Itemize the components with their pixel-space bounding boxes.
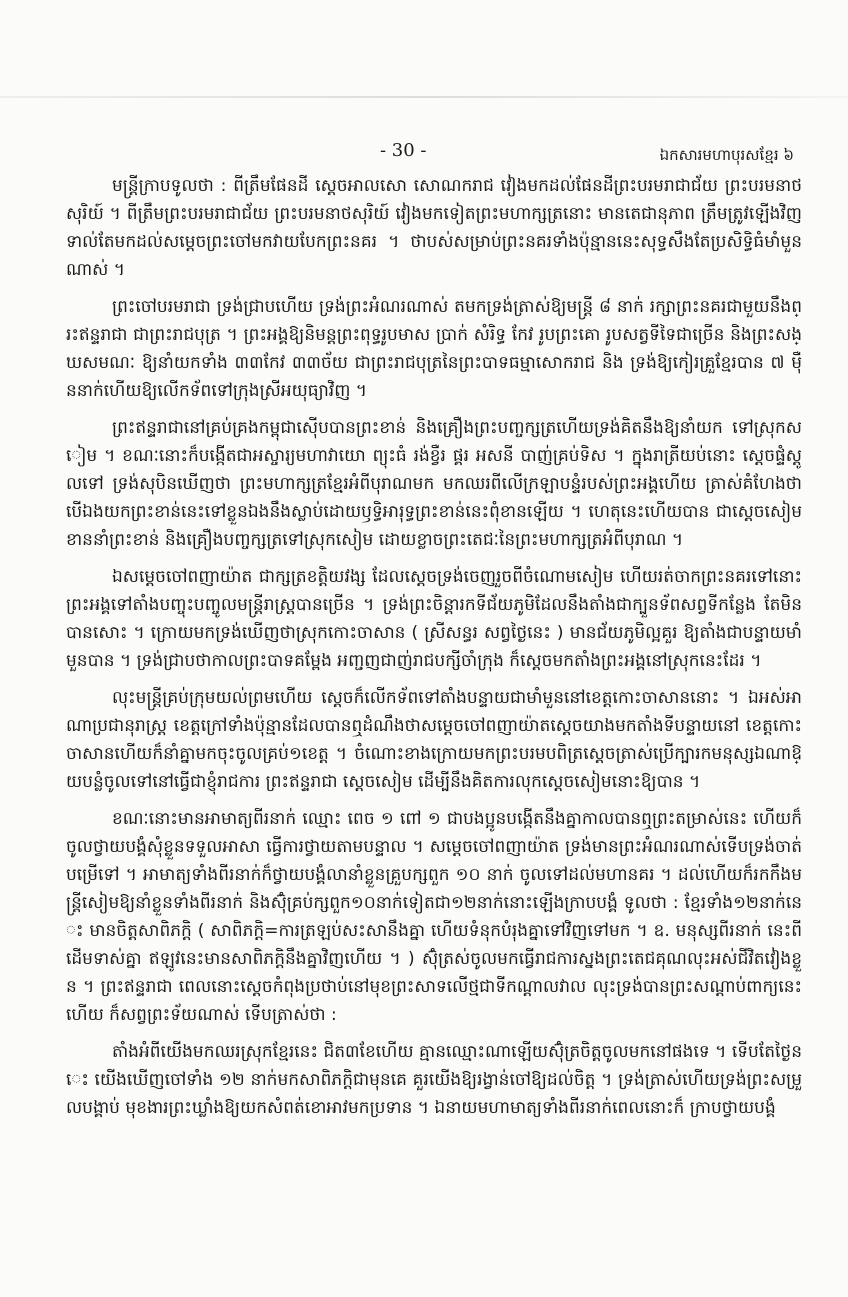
paragraph: ព្រះចៅបរមរាជា ទ្រង់ជ្រាបហើយ ទ្រង់ព្រះអំណរណាស់ តមកទ្រង់ត្រាស់ឱ្យមន្ត្រី ៨ នាក់ រក្សាព្រះនគរជាមួយនឹងព្រះឥន្ទរាជា ជាព្រះរាជបុត្រ ។ ព្រះអង្គឱ្យនិមន្តព្រះពុទ្ធរូបមាស ប្រាក់ សំរិទ្ធ កែវ រូបព្រះគោ រូបសត្វទីទៃជាច្រើន និងព្រះសង្ឃសមណៈ ឱ្យនាំយកទាំង ៣៣កែវ ៣៣ច័យ ជាព្រះរាជបុត្រនៃព្រះបាទធម្មាសោករាជ និង ទ្រង់ឱ្យកៀរគ្រួខ្មែរបាន ៧ ម៉ឺននាក់ហើយឱ្យលើកទ័ពទៅក្រុងស្រីអយុធ្យាវិញ ។ (66, 297, 802, 401)
paragraph: មន្ត្រីក្រាបទូលថា : ពីត្រឹមផែនដី ស្តេចអាលសោ សោណករាជ វៀងមកដល់ផែនដីព្រះបរមរាជាជ័យ ព្រះបរមនាថសុរិយ៍ ។ ពីត្រឹមព្រះបរមរាជាជ័យ ព្រះបរមនាថសុរិយ៍ វៀងមកទៀតព្រះមហាក្សត្រនោះ មានតេជានុភាព ត្រឹមត្រូវឡើងវិញ ទាល់តែមកដល់សម្តេចព្រះចៅមកវាយបែកព្រះនគរ ។ ថាបស់សម្រាប់ព្រះនគរទាំងប៉ុន្មាននេះសុទ្ធសឹងតែប្រសិទ្ធិធំមាំមួនណាស់ ។ (66, 176, 802, 280)
page-number: - 30 - (380, 140, 427, 161)
paragraph: តាំងអំពីយើងមកឈរស្រុកខ្មែរនេះ ជិត៣ខែហើយ គ្មានឈ្មោះណាឡើយស៊ុំត្រចិត្តចូលមកនៅផងទេ ។ ទើបតែថ្ងៃនេះ យើងឃើញចៅទាំង ១២ នាក់មកសាពិភក្តិជាមុនគេ គួរយើងឱ្យរង្វាន់ចៅឱ្យដល់ចិត្ត ។ ទ្រង់ត្រាស់ហើយទ្រង់ព្រះសម្រួលបង្គាប់ មុខងារព្រះឃ្លាំងឱ្យយកសំពត់ខោអាវមកប្រទាន ។ ឯនាយមហាមាត្យទាំងពីរនាក់ពេលនោះក៏ ក្រាបថ្វាយបង្គំ (66, 1042, 802, 1118)
paragraph: លុះមន្ត្រីគ្រប់ក្រុមយល់ព្រមហើយ ស្តេចក៏លើកទ័ពទៅតាំងបន្ទាយជាមាំមួននៅខេត្តកោះចាសាននោះ ។ ឯអស់អាណាប្រជានុរាស្ត្រ ខេត្តក្រៅទាំងប៉ុន្មានដែលបានឮដំណឹងថាសម្តេចចៅពញាយ៉ាតស្តេចយាងមកតាំងទីបន្ទាយនៅ ខេត្តកោះចាសានហើយក៏នាំគ្នាមកចុះចូលគ្រប់១ខេត្ត ។ ចំណោះខាងក្រោយមកព្រះបរមបពិត្រស្តេចត្រាស់ប្រើក្បារកមនុស្សឯណាឱ្យបន្លំចូលទៅនៅធ្វើជាខ្ញុំរាជការ ព្រះឥន្ទរាជា ស្តេចសៀម ដើម្បីនឹងគិតការលុកស្តេចសៀមនោះឱ្យបាន ។ (66, 688, 802, 792)
scan-artifact-band (0, 96, 848, 98)
running-title: ឯកសារមហាបុរសខ្មែរ ៦ (659, 146, 794, 164)
body-text (66, 172, 802, 1282)
paragraph: ខណៈនោះមានអាមាត្យពីរនាក់ ឈ្មោះ ពេច ១ ពៅ ១ ជាបងប្អូនបង្កើតនឹងគ្នាកាលបានឮព្រះតម្រាស់នេះ ហើយក៏ចូលថ្វាយបង្គំសុំខ្លួនទទួលអាសា ធ្វើការថ្វាយតាមបន្ទាល ។ សម្តេចចៅពញាយ៉ាត ទ្រង់មានព្រះអំណរណាស់ទើបទ្រង់ចាត់បម្រើទៅ ។ អាមាត្យទាំងពីរនាក់ក៏ថ្វាយបង្គំលានាំខ្លួនគ្រួបក្សពួក ១០ នាក់ ចូលទៅដល់មហានគរ ។ ដល់ហើយក៏រកកឹងមន្ត្រីសៀមឱ្យនាំខ្លួនទាំងពីរនាក់ និងស៊ុំគ្រប់ក្សពួក១០នាក់ទៀតជា១២នាក់នោះឡើងក្រាបបង្គំ ទូលថា : ខ្មែរទាំង១២នាក់នេះ មានចិត្តសាពិភក្តិ ( សាពិភក្តិ=ការត្រឡប់សះសានឹងគ្នា ហើយទំនុកបំរុងគ្នាទៅវិញទៅមក ។ ឧ. មនុស្សពីរនាក់ នេះពីដើមទាស់គ្នា ឥឡូវនេះមានសាពិភក្តិនឹងគ្នាវិញហើយ ។ ) ស៊ុំត្រស់ចូលមកធ្វើរាជការស្នងព្រះតេជគុណលុះអស់ជីវិតវៀងខ្លួន ។ ព្រះឥន្ទរាជា ពេលនោះស្តេចកំពុងប្រថាប់នៅមុខព្រះសាទលើថ្មជាទីកណ្តាលវាល លុះទ្រង់បានព្រះសណ្តាប់ពាក្យនេះហើយ ក៏សព្វព្រះទ័យណាស់ ទើបត្រាស់ថា : (66, 809, 802, 1025)
paragraph: ឯសម្តេចចៅពញាយ៉ាត ជាក្សត្រខត្តិយវង្ស ដែលស្តេចទ្រង់ចេញរួចពីចំណោមសៀម ហើយរត់ចាកព្រះនគរទៅនោះ ព្រះអង្គទៅតាំងបញ្ចុះបញ្ចូលមន្ត្រីរាស្ត្របានច្រើន ។ ទ្រង់ព្រះចិន្តារកទីជ័យភូមិដែលនឹងតាំងជាក្បួនទ័ពសព្វទីកន្លែង តែមិនបានសោះ ។ ក្រោយមកទ្រង់ឃើញថាស្រុកកោះចាសាន ( ស្រីសន្ធរ សព្វថ្ងៃនេះ ) មានជ័យភូមិល្អគួរ ឱ្យតាំងជាបន្ទាយមាំមួនបាន ។ ទ្រង់ជ្រាបថាកាលព្រះបាទគម្ពែង អញ្ជញជាញ់រាជបក្សីចាំក្រុង ក៏ស្តេចមកតាំងព្រះអង្គនៅស្រុកនេះដែរ ។ (66, 567, 802, 671)
paragraph: ព្រះឥន្ទរាជានៅគ្រប់គ្រងកម្ពុជាស៊ើបបានព្រះខាន់ និងគ្រឿងព្រះបញ្ចក្សត្រហើយទ្រង់គិតនឹងឱ្យនាំយក ទៅស្រុកសៀម ។ ខណៈនោះក៏បង្កើតជាអស្ចារ្យមហាវាយោ ព្យុះធំ រង់ខ្វឺរ ផ្គរ អសនី បាញ់គ្រប់ទិស ។ ក្នុងរាត្រីយប់នោះ ស្តេចផ្ទំស្តូលទៅ ទ្រង់សុបិនឃើញថា ព្រះមហាក្សត្រខ្មែរអំពីបុរាណមក មកឈរពីលើក្រឡាបន្ទំរបស់ព្រះអង្គហើយ ត្រាស់គំហែងថា បើឯងយកព្រះខាន់នេះទៅខ្លួនឯងនឹងស្លាប់ដោយឫទ្ធិអារុទ្ធព្រះខាន់នេះពុំខានឡើយ ។ ហេតុនេះហើយបាន ជាស្តេចសៀមខាននាំព្រះខាន់ និងគ្រឿងបញ្ចក្សត្រទៅស្រុកសៀម ដោយខ្លាចព្រះតេជៈនៃព្រះមហាក្សត្រអំពីបុរាណ ។ (66, 418, 802, 550)
